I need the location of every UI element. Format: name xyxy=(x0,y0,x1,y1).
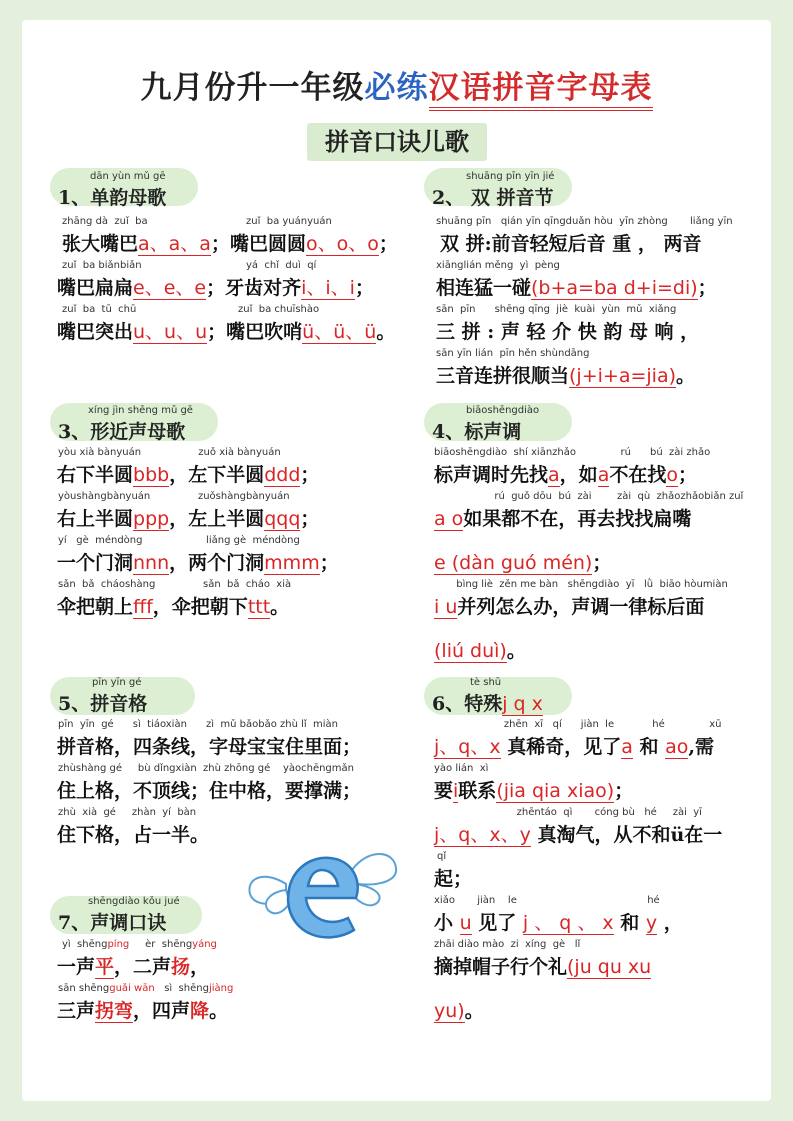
header-pinyin: shēngdiào kǒu jué xyxy=(88,896,180,907)
letter-e-glyph xyxy=(288,858,358,938)
rhyme-line: 右下半圆bbb，左下半圆ddd； xyxy=(57,464,320,486)
rhyme-line: 嘴巴扁扁e、e、e；牙齿对齐i、i、i； xyxy=(57,277,374,299)
rhyme-line: 摘掉帽子行个礼(ju qu xu xyxy=(434,956,652,978)
rhyme-line: 嘴巴突出u、u、u；嘴巴吹哨ü、ü、ü。 xyxy=(57,321,396,343)
rhyme-line: 小 u 见了 j 、 q 、 x 和 y ， xyxy=(434,912,683,934)
rhyme-line: 一声平，二声扬， xyxy=(57,956,210,978)
pinyin-line: zhēn xī qí jiàn le hé xū xyxy=(434,719,722,730)
pinyin-line: zhù xià gé zhàn yí bàn xyxy=(58,807,197,818)
page-title: 九月份升一年级必练汉语拼音字母表 xyxy=(0,62,793,107)
pinyin-line: yá chǐ duì qí xyxy=(246,260,317,271)
pinyin-line: zuǐ ba tū chū xyxy=(62,304,137,315)
section-heading: 4、标声调 xyxy=(432,421,522,443)
rhyme-line: 相连猛一碰(b+a=ba d+i=di)； xyxy=(436,277,717,299)
section-heading: 5、拼音格 xyxy=(58,693,148,715)
right-wing xyxy=(352,854,396,884)
rhyme-line: 伞把朝上fff，伞把朝下ttt。 xyxy=(57,596,290,618)
pinyin-line: bìng liè zěn me bàn shēngdiào yī lǜ biāo hòumiàn xyxy=(434,579,728,590)
header-pinyin: shuāng pīn yīn jié xyxy=(466,171,555,182)
pinyin-line: zhùshàng gé bù dǐngxiàn zhù zhōng gé yàochēngmǎn xyxy=(58,763,354,774)
rhyme-line: 三音连拼很顺当(j+i+a=jia)。 xyxy=(436,365,696,387)
rhyme-line: i u并列怎么办，声调一律标后面 xyxy=(434,596,705,618)
pinyin-line: yòushàngbànyuán zuǒshàngbànyuán xyxy=(58,491,290,502)
rhyme-line: 张大嘴巴a、a、a；嘴巴圆圆o、o、o； xyxy=(62,233,398,255)
pinyin-line: biāoshēngdiào shí xiānzhǎo rú bú zài zhǎo xyxy=(434,447,711,458)
rhyme-line: j、q、x 真稀奇，见了a 和 ao,需 xyxy=(434,736,715,758)
header-pinyin: pīn yīn gé xyxy=(92,677,142,688)
section-heading: 7、声调口诀 xyxy=(58,912,167,934)
pinyin-line: zhāng dà zuǐ ba xyxy=(62,216,148,227)
pinyin-line: sān shēngguǎi wān sì shēngjiàng xyxy=(58,983,234,994)
pinyin-line: yào lián xì xyxy=(434,763,489,774)
header-pinyin: biāoshēngdiào xyxy=(466,405,540,416)
rhyme-line: 双 拼:前音轻短后音 重 ， 两音 xyxy=(440,233,702,255)
pinyin-line: yí gè méndòng liǎng gè méndòng xyxy=(58,535,300,546)
header-pinyin: xíng jìn shēng mǔ gē xyxy=(88,405,193,416)
pinyin-line: sān pīn shēng qīng jiè kuài yùn mǔ xiǎng xyxy=(436,304,677,315)
rhyme-line: 要i联系(jia qia xiao)； xyxy=(434,780,634,802)
rhyme-line: 标声调时先找a，如a不在找o； xyxy=(434,464,697,486)
pinyin-line: qǐ xyxy=(437,851,447,862)
section-heading: 2、 双 拼音节 xyxy=(432,187,554,209)
rhyme-line: 住上格，不顶线；住中格，要撑满； xyxy=(57,780,362,802)
rhyme-line: a o如果都不在，再去找找扁嘴 xyxy=(434,508,692,530)
section-heading: 3、形近声母歌 xyxy=(58,421,186,443)
winged-e-illustration xyxy=(244,840,404,950)
pinyin-line: zuǐ ba yuányuán xyxy=(246,216,332,227)
pinyin-line: pīn yīn gé sì tiáoxiàn zì mǔ bǎobǎo zhù lǐ miàn xyxy=(58,719,339,730)
pinyin-line: zhēntáo qì cóng bù hé zài yī xyxy=(434,807,702,818)
header-pinyin: tè shū xyxy=(470,677,502,688)
rhyme-line: 三 拼 : 声 轻 介 快 韵 母 响 ， xyxy=(436,321,700,343)
rhyme-line: 拼音格，四条线，字母宝宝住里面； xyxy=(57,736,362,758)
page-subtitle: 拼音口诀儿歌 xyxy=(307,123,487,161)
pinyin-line: rú guǒ dōu bú zài zài qù zhǎozhǎobiǎn zuǐ xyxy=(434,491,744,502)
rhyme-line: j、q、x、y 真淘气，从不和ü在一 xyxy=(434,824,723,846)
rhyme-line: 三声拐弯，四声降。 xyxy=(57,1000,229,1022)
pinyin-line: yòu xià bànyuán zuǒ xià bànyuán xyxy=(58,447,281,458)
header-pinyin: dān yùn mǔ gē xyxy=(90,171,166,182)
section-heading: 1、单韵母歌 xyxy=(58,187,167,209)
section-heading: 6、特殊j q x xyxy=(432,693,543,715)
pinyin-line: yì shēngpíng èr shēngyáng xyxy=(62,939,217,950)
rhyme-line: 右上半圆ppp，左上半圆qqq； xyxy=(57,508,320,530)
pinyin-line: shuāng pīn qián yīn qīngduǎn hòu yīn zhòng liǎng yīn xyxy=(436,216,733,227)
rhyme-line: (liú duì)。 xyxy=(434,640,526,662)
pinyin-line: sān yīn lián pīn hěn shùndāng xyxy=(436,348,590,359)
rhyme-line: 一个门洞nnn，两个门洞mmm； xyxy=(57,552,339,574)
pinyin-line: zhāi diào mào zi xíng gè lǐ xyxy=(434,939,581,950)
rhyme-line: e (dàn guó mén)； xyxy=(434,552,612,574)
rhyme-line: yu)。 xyxy=(434,1000,484,1022)
pinyin-line: zuǐ ba biǎnbiǎn xyxy=(62,260,142,271)
pinyin-line: zuǐ ba chuīshào xyxy=(238,304,320,315)
pinyin-line: xiānglián měng yì pèng xyxy=(436,260,560,271)
rhyme-line: 住下格，占一半。 xyxy=(57,824,210,846)
pinyin-line: sǎn bǎ cháoshàng sǎn bǎ cháo xià xyxy=(58,579,292,590)
rhyme-line: 起； xyxy=(434,868,473,890)
pinyin-line: xiǎo jiàn le hé xyxy=(434,895,660,906)
